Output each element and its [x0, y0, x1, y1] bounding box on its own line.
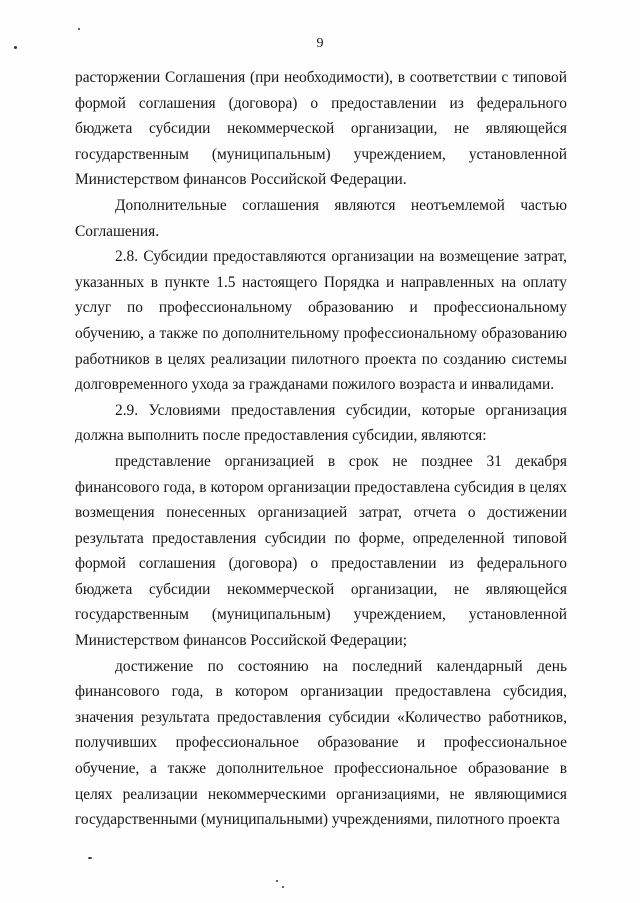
scan-speck — [276, 880, 278, 882]
paragraph-agreement-termination: расторжении Соглашения (при необходимости), в соответствии с типовой формой соглашения (договора) о предоставлении из федерального бюджета субсидии некоммерческой организации, не являющейся государственным (муниципальным) учреждением, установленной Министерством финансов Российской Федерации. — [75, 69, 567, 189]
paragraph-clause-2-8: 2.8. Субсидии предоставляются организации на возмещение затрат, указанных в пункте 1.5 настоящего Порядка и направленных на оплату услуг по профессиональному образованию и профессиональному обучению, а также по дополнительному профессиональному образованию работников в целях реализации пилотного проекта по созданию системы долговременного ухода за гражданами пожилого возраста и инвалидами. — [75, 248, 567, 394]
scan-speck — [78, 28, 80, 30]
paragraph-additional-agreements: Дополнительные соглашения являются неотъемлемой частью Соглашения. — [75, 196, 567, 240]
paragraph-report-condition: представление организацией в срок не позднее 31 декабря финансового года, в котором организации предоставлена субсидия в целях возмещения понесенных организацией затрат, отчета о достижении результата предоставления субсидии по форме, определенной типовой формой соглашения (договора) о предоставлении из федерального бюджета субсидии некоммерческой организации, не являющейся государственным (муниципальным) учреждением, установленной Министерством финансов Российской Федерации; — [75, 452, 567, 650]
page-number: 9 — [316, 36, 324, 51]
scan-speck — [282, 886, 284, 888]
document-body — [75, 65, 567, 833]
scan-speck — [88, 857, 92, 859]
paragraph-achievement-condition: достижение по состоянию на последний календарный день финансового года, в котором организации предоставлена субсидия, значения результата предоставления субсидии «Количество работников, получивших профессиональное образование и профессиональное обучение, а также дополнительное профессиональное образование в целях реализации некоммерческими организациями, не являющимися государственными (муниципальными) учреждениями, пилотного проекта — [75, 657, 567, 829]
scan-speck — [14, 46, 17, 49]
paragraph-clause-2-9: 2.9. Условиями предоставления субсидии, которые организация должна выполнить после предоставления субсидии, являются: — [75, 401, 567, 445]
